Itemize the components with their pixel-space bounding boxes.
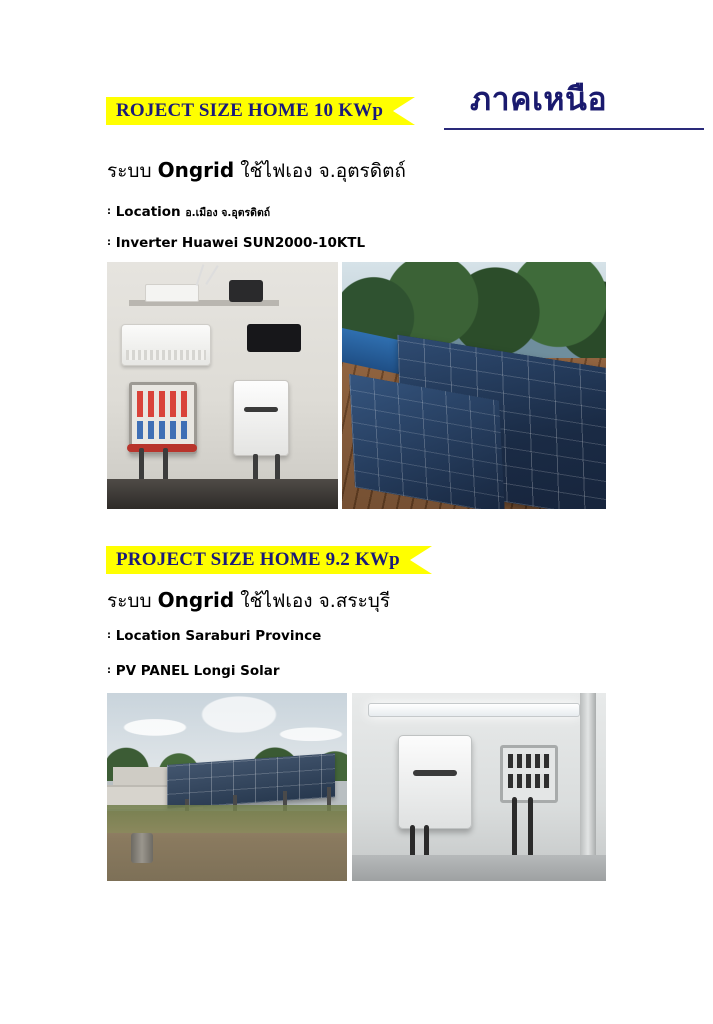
photo-floor — [107, 479, 338, 509]
section-1-banner-arrow — [393, 97, 415, 125]
photo-red-cable — [127, 444, 197, 452]
section-1-photo-rooftop-array — [342, 262, 606, 509]
photo-inverter-unit — [233, 380, 289, 456]
photo-barrel — [131, 833, 153, 863]
photo-black-box-lower — [247, 324, 301, 352]
photo-floor — [352, 855, 606, 881]
photo-grass — [107, 805, 347, 833]
section-2-photo-ground-mount — [107, 693, 347, 881]
section-2-location-line — [107, 628, 321, 644]
section-2-system-name: Ongrid — [157, 588, 235, 612]
section-2-location-label: Location Saraburi Province — [115, 628, 322, 644]
section-1-location-colon: : — [107, 206, 111, 217]
photo-air-conditioner — [121, 324, 211, 366]
section-1-system-name: Ongrid — [157, 158, 235, 182]
section-1-inverter-label: Inverter Huawei SUN2000-10KTL — [115, 235, 366, 251]
section-2-banner-arrow — [410, 546, 432, 574]
section-1-inverter-line — [107, 235, 365, 251]
photo-support-post — [580, 693, 596, 881]
section-1-location-line — [107, 204, 270, 221]
photo-fluorescent-light — [368, 703, 580, 717]
photo-breaker-row-red — [137, 391, 189, 417]
section-2-pv-panel-line — [107, 663, 280, 679]
photo-router — [145, 284, 199, 302]
photo-black-box-upper — [229, 280, 263, 302]
photo-wall — [352, 693, 606, 881]
section-2-location-colon: : — [107, 630, 111, 641]
section-1-system-prefix: ระบบ — [107, 160, 152, 182]
region-heading-underline — [444, 128, 704, 130]
photo-cable-4 — [528, 797, 533, 857]
section-2-system-line — [107, 586, 390, 616]
section-1-banner-bar — [106, 97, 393, 125]
section-1-banner — [106, 97, 415, 125]
section-1-system-line — [107, 156, 406, 186]
photo-breaker-row-2 — [508, 774, 550, 788]
section-2-banner — [106, 546, 432, 574]
section-1-location-value: อ.เมือง จ.อุตรดิตถ์ — [185, 207, 271, 219]
section-2-photo-inverter-cabinet — [352, 693, 606, 881]
section-1-location-label: Location — [115, 204, 181, 220]
photo-breaker-row-1 — [508, 754, 550, 768]
photo-inverter-unit — [398, 735, 472, 829]
section-2-banner-bar — [106, 546, 410, 574]
photo-breaker-row-blue — [137, 421, 189, 439]
section-2-banner-label: PROJECT SIZE HOME 9.2 KWp — [116, 549, 400, 570]
section-2-pv-colon: : — [107, 665, 111, 676]
section-2-pv-label: PV PANEL Longi Solar — [115, 663, 280, 679]
section-1-system-suffix: ใช้ไฟเอง จ.อุตรดิตถ์ — [240, 160, 406, 182]
section-1-inverter-colon: : — [107, 237, 111, 248]
section-2-system-prefix: ระบบ — [107, 590, 152, 612]
photo-distribution-board — [500, 745, 558, 803]
section-1-banner-label: ROJECT SIZE HOME 10 KWp — [116, 100, 384, 121]
section-1-photo-indoor-inverter — [107, 262, 338, 509]
region-heading: ภาคเหนือ — [470, 80, 608, 118]
photo-cable-3 — [512, 797, 517, 859]
section-2-system-suffix: ใช้ไฟเอง จ.สระบุรี — [240, 590, 391, 612]
